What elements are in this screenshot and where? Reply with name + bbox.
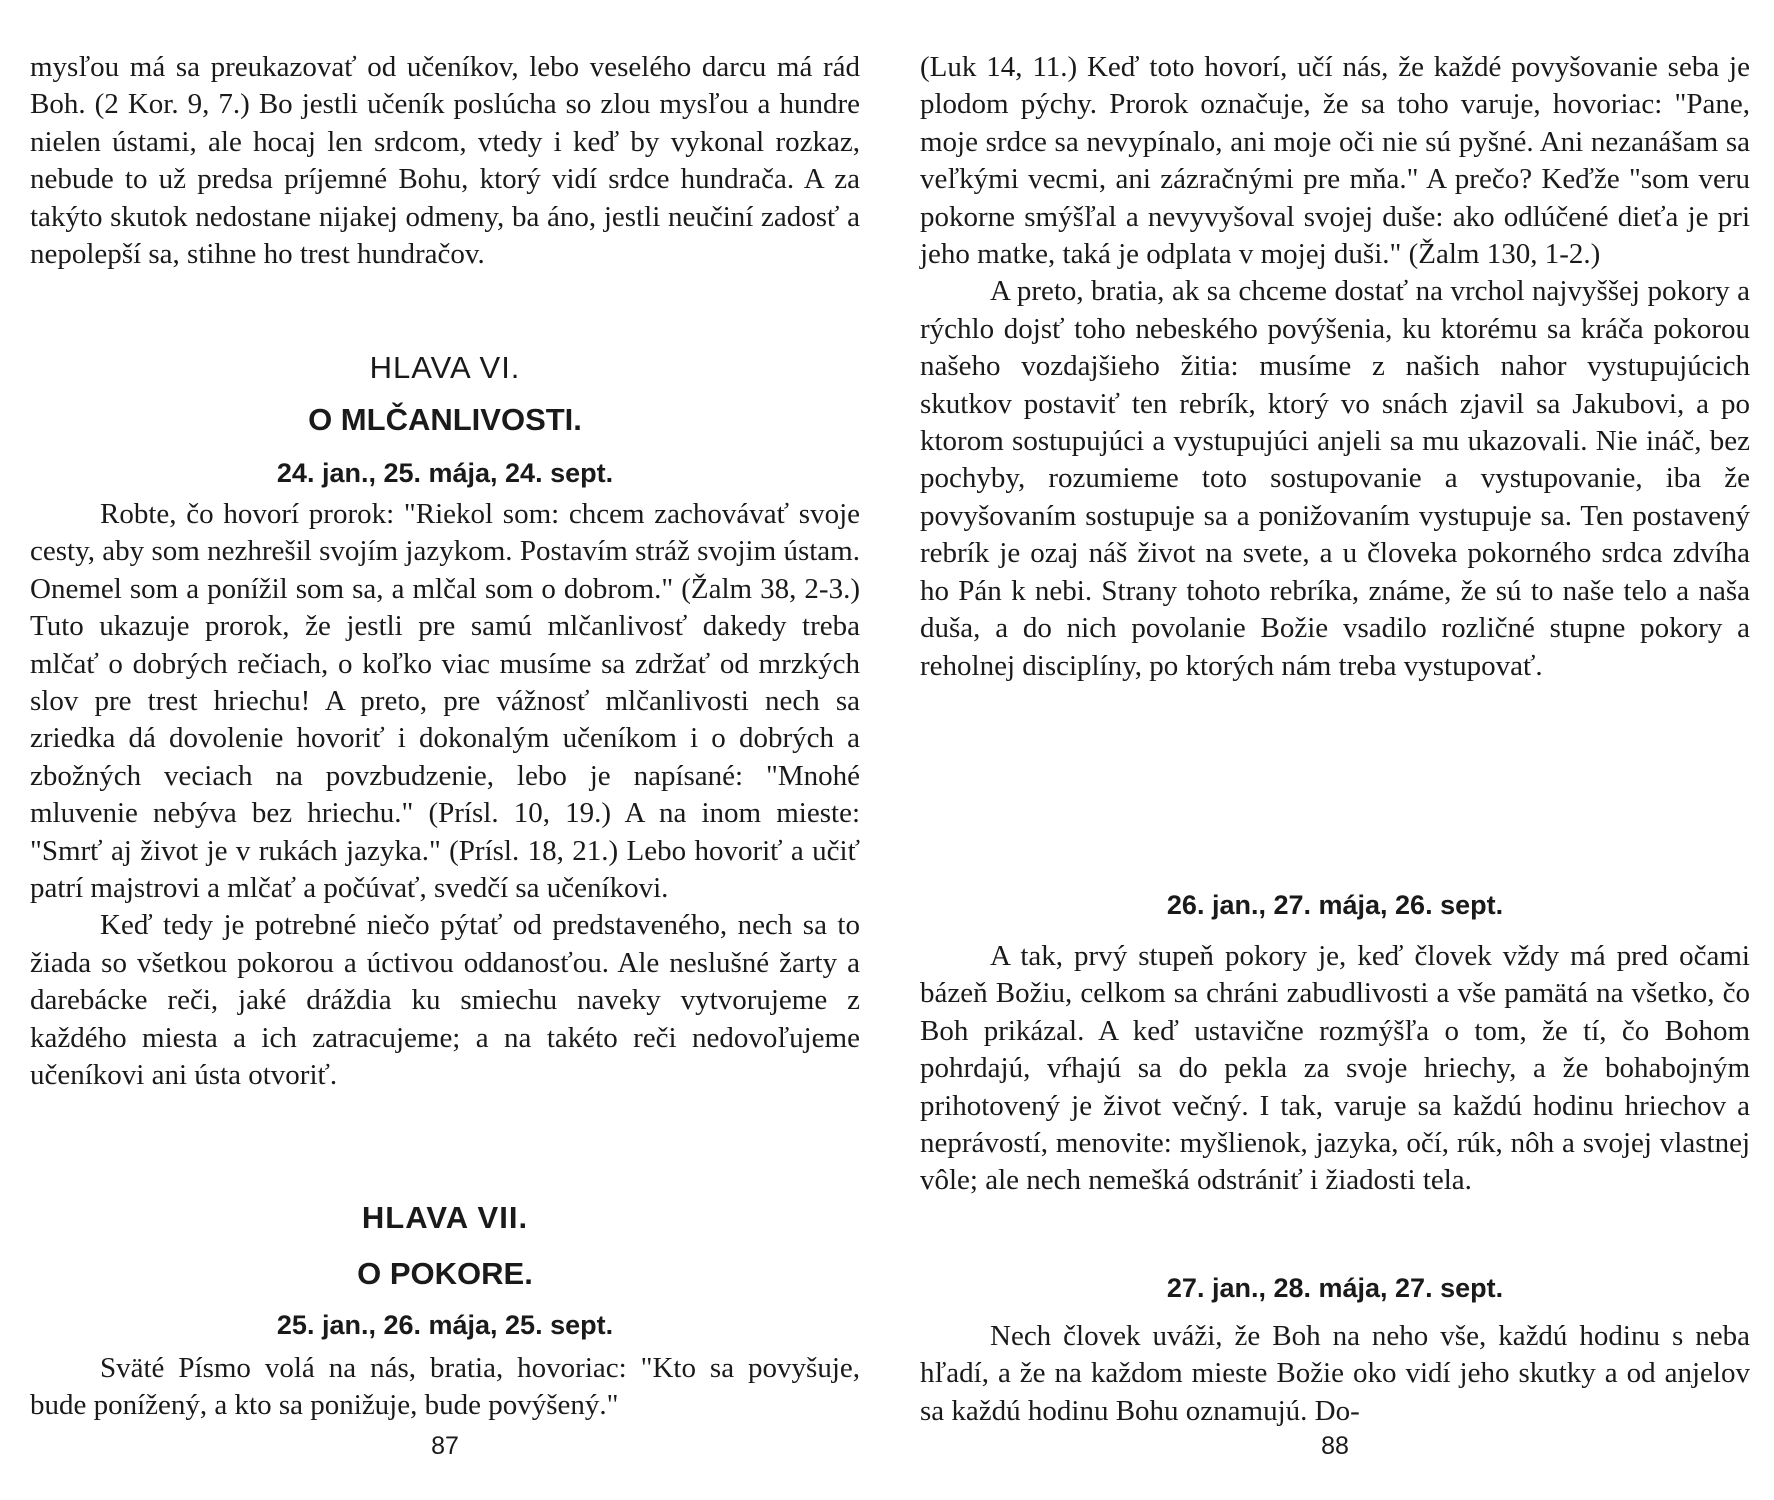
section-date-3: 27. jan., 28. mája, 27. sept.	[1166, 1273, 1504, 1303]
section-date-2: 26. jan., 27. mája, 26. sept.	[1166, 890, 1504, 920]
chapter-7-number: HLAVA VII.	[361, 1200, 529, 1235]
chapter-6-title: O MLČANLIVOSTI.	[308, 402, 582, 437]
page-number: 88	[1321, 1432, 1349, 1460]
right-body-3	[920, 1318, 1750, 1430]
paragraph: Keď tedy je potrebné niečo pýtať od predstaveného, nech sa to žiada so všetkou pokorou a úctivou oddanosťou. Ale neslušné žarty a darebácke reči, jaké dráždia ku smiechu naveky vytvorujeme z každého miesta a ich zatracujeme; a na takéto reči nedovoľujeme učeníkovi ani ústa otvoriť.	[30, 909, 860, 1092]
left-intro-block	[30, 49, 860, 273]
chapter-7-title: O POKORE.	[357, 1256, 533, 1291]
chapter-7-body	[30, 1350, 860, 1425]
chapter-6-number: HLAVA VI.	[369, 350, 521, 385]
paragraph: mysľou má sa preukazovať od učeníkov, lebo veselého darcu má rád Boh. (2 Kor. 9, 7.) Bo jestli učeník poslúcha so zlou mysľou a hundre nielen ústami, ale hocaj len srdcom, vtedy i keď by vykonal rozkaz, nebude to už predsa príjemné Bohu, ktorý vidí srdce hundrača. A za takýto skutok nedostane nijakej odmeny, ba áno, jestli neučiní zadosť a nepolepší sa, stihne ho trest hundračov.	[30, 51, 860, 271]
chapter-7-date: 25. jan., 26. mája, 25. sept.	[276, 1310, 614, 1340]
chapter-6-date: 24. jan., 25. mája, 24. sept.	[276, 458, 614, 488]
right-body-1	[920, 49, 1750, 685]
right-page	[920, 0, 1750, 1500]
left-page	[30, 0, 860, 1500]
paragraph: (Luk 14, 11.) Keď toto hovorí, učí nás, že každé povyšovanie seba je plodom pýchy. Prorok označuje, že sa toho varuje, hovoriac: "Pane, moje srdce sa nevypínalo, ani moje oči nie sú pyšné. Ani nezanášam sa veľkými vecmi, ani zázračnými pre mňa." A prečo? Keďže "som veru pokorne smýšľal a nevyvyšoval svojej duše: ako odlúčené dieťa je pri jeho matke, taká je odplata v mojej duši." (Žalm 130, 1-2.)	[920, 51, 1750, 271]
paragraph: Sväté Písmo volá na nás, bratia, hovoriac: "Kto sa povyšuje, bude ponížený, a kto sa ponižuje, bude povýšený."	[30, 1352, 860, 1422]
paragraph: Robte, čo hovorí prorok: "Riekol som: chcem zachovávať svoje cesty, aby som nezhrešil svojím jazykom. Postavím stráž svojim ústam. Onemel som a ponížil som sa, a mlčal som o dobrom." (Žalm 38, 2-3.) Tuto ukazuje prorok, že jestli pre samú mlčanlivosť dakedy treba mlčať o dobrých rečiach, o koľko viac musíme sa zdržať od mrzkých slov pre trest hriechu! A preto, pre vážnosť mlčanlivosti nech sa zriedka dá dovolenie hovoriť i dokonalým učeníkom i o dobrých a zbožných veciach na povzbudzenie, lebo je napísané: "Mnohé mluvenie nebýva bez hriechu." (Prísl. 10, 19.) A na inom mieste: "Smrť aj život je v rukách jazyka." (Prísl. 18, 21.) Lebo hovoriť a učiť patrí majstrovi a mlčať a počúvať, svedčí sa učeníkovi.	[30, 498, 860, 905]
paragraph: Nech človek uváži, že Boh na neho vše, každú hodinu s neba hľadí, a že na každom mieste Božie oko vidí jeho skutky a od anjelov sa každú hodinu Bohu oznamujú. Do-	[920, 1320, 1750, 1427]
chapter-6-body	[30, 496, 860, 1095]
right-body-2	[920, 938, 1750, 1200]
paragraph: A tak, prvý stupeň pokory je, keď človek vždy má pred očami bázeň Božiu, celkom sa chráni zabudlivosti a vše pamätá na všetko, čo Boh prikázal. A keď ustavične rozmýšľa o tom, že tí, čo Bohom pohrdajú, vŕhajú sa do pekla za svoje hriechy, a že bohabojným prihotovený je život večný. I tak, varuje sa každú hodinu hriechov a neprávostí, menovite: myšlienok, jazyka, očí, rúk, nôh a svojej vlastnej vôle; ale nech nemešká odstrániť i žiadosti tela.	[920, 940, 1750, 1197]
paragraph: A preto, bratia, ak sa chceme dostať na vrchol najvyššej pokory a rýchlo dojsť toho nebeského povýšenia, ku ktorému sa kráča pokorou našeho vozdajšieho žitia: musíme z našich nahor vystupujúcich skutkov postaviť ten rebrík, ktorý vo snách zjavil sa Jakubovi, a po ktorom sostupujúci a vystupujúci anjeli sa mu ukazovali. Nie ináč, bez pochyby, rozumieme toto sostupovanie a vystupovanie, iba že povyšovaním sostupuje sa a ponižovaním vystupuje sa. Ten postavený rebrík je ozaj náš život na svete, a u človeka pokorného srdca zdvíha ho Pán k nebi. Strany tohoto rebríka, známe, že sú to naše telo a naša duša, a do nich povolanie Božie vsadilo rozličné stupne pokory a reholnej disciplíny, po ktorých nám treba vystupovať.	[920, 275, 1750, 682]
page-number: 87	[431, 1432, 459, 1460]
